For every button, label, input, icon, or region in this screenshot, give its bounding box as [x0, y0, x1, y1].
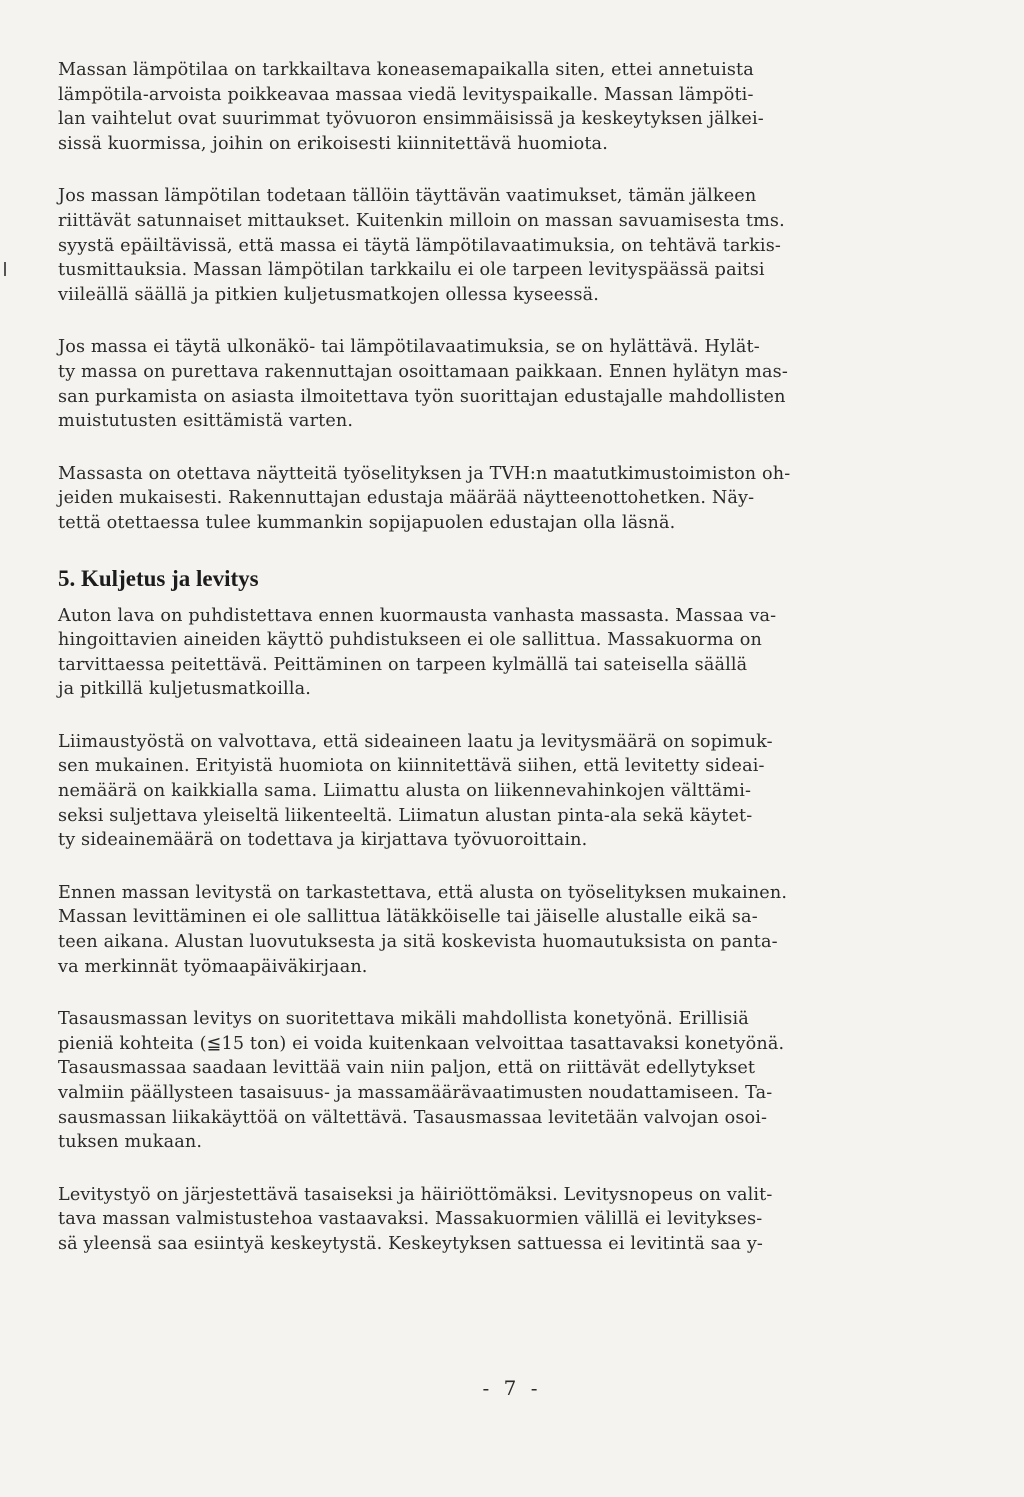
text-line: tarvittaessa peitettävä. Peittäminen on tarpeen kylmällä tai sateisella säällä: [58, 654, 748, 675]
text-line: Ennen massan levitystä on tarkastettava, että alusta on työselityksen mukainen.: [58, 882, 788, 903]
text-line: riittävät satunnaiset mittaukset. Kuitenkin milloin on massan savuamisesta tms.: [58, 210, 785, 231]
text-line: Massan levittäminen ei ole sallittua lätäkköiselle tai jäiselle alustalle eikä sa-: [58, 907, 758, 928]
text-line: Tasausmassaa saadaan levittää vain niin paljon, että on riittävät edellytykset: [58, 1058, 756, 1079]
text-line: viileällä säällä ja pitkien kuljetusmatkojen ollessa kyseessä.: [58, 284, 600, 305]
text-line: sissä kuormissa, joihin on erikoisesti kiinnitettävä huomiota.: [58, 133, 608, 154]
text-line: sen mukainen. Erityistä huomiota on kiinnitettävä siihen, että levitetty sideai-: [58, 756, 765, 777]
text-line: tusmittauksia. Massan lämpötilan tarkkailu ei ole tarpeen levityspäässä paitsi: [58, 260, 765, 281]
text-line: tava massan valmistustehoa vastaavaksi. Massakuormien välillä ei levitykses-: [58, 1209, 763, 1230]
paragraph-rejected-mass: [58, 335, 903, 433]
text-line: san purkamista on asiasta ilmoitettava työn suorittajan edustajalle mahdollisten: [58, 386, 786, 407]
text-line: ty massa on purettava rakennuttajan osoittamaan paikkaan. Ennen hylätyn mas-: [58, 361, 788, 382]
text-line: Jos massan lämpötilan todetaan tällöin täyttävän vaatimukset, tämän jälkeen: [58, 186, 757, 207]
paragraph-sampling: [58, 462, 903, 536]
paragraph-paving-work: [58, 1183, 903, 1257]
text-line: nemäärä on kaikkialla sama. Liimattu alusta on liikennevahinkojen välttämi-: [58, 781, 752, 802]
text-line: jeiden mukaisesti. Rakennuttajan edustaja määrää näytteenottohetken. Näy-: [58, 488, 755, 509]
text-line: Massasta on otettava näytteitä työselityksen ja TVH:n maatutkimustoimiston oh-: [58, 463, 791, 484]
text-line: Levitystyö on järjestettävä tasaiseksi ja häiriöttömäksi. Levitysnopeus on valit-: [58, 1184, 773, 1205]
text-line: pieniä kohteita (≦15 ton) ei voida kuitenkaan velvoittaa tasattavaksi konetyönä.: [58, 1033, 785, 1054]
text-line: valmiin päällysteen tasaisuus- ja massamäärävaatimusten noudattamiseen. Ta-: [58, 1083, 773, 1103]
section-heading: 5. Kuljetus ja levitys: [58, 565, 259, 591]
text-line: lämpötila-arvoista poikkeavaa massaa viedä levityspaikalle. Massan lämpöti-: [58, 84, 754, 105]
text-line: va merkinnät työmaapäiväkirjaan.: [58, 956, 368, 977]
text-line: Liimaustyöstä on valvottava, että sideaineen laatu ja levitysmäärä on sopimuk-: [58, 731, 773, 752]
text-line: ja pitkillä kuljetusmatkoilla.: [58, 679, 311, 700]
text-line: tettä otettaessa tulee kummankin sopijapuolen edustajan olla läsnä.: [58, 512, 676, 533]
paragraph-temperature-monitoring: [58, 58, 903, 156]
text-line: syystä epäiltävissä, että massa ei täytä lämpötilavaatimuksia, on tehtävä tarkis-: [58, 235, 781, 256]
paragraph-temperature-measurements: [58, 184, 903, 307]
text-line: sä yleensä saa esiintyä keskeytystä. Keskeytyksen sattuessa ei levitintä saa y-: [58, 1233, 764, 1254]
text-line: seksi suljettava yleiseltä liikenteeltä. Liimatun alustan pinta-ala sekä käytet-: [58, 805, 753, 826]
margin-mark: [4, 262, 6, 276]
text-line: hingoittavien aineiden käyttö puhdistukseen ei ole sallittua. Massakuorma on: [58, 630, 763, 651]
text-line: teen aikana. Alustan luovutuksesta ja sitä koskevista huomautuksista on panta-: [58, 932, 778, 953]
document-page: [58, 58, 903, 1257]
paragraph-tack-coat: [58, 730, 903, 853]
text-line: lan vaihtelut ovat suurimmat työvuoron ensimmäisissä ja keskeytyksen jälkei-: [58, 109, 764, 130]
text-line: Tasausmassan levitys on suoritettava mikäli mahdollista konetyönä. Erillisiä: [58, 1009, 749, 1030]
text-line: muistutusten esittämistä varten.: [58, 411, 354, 432]
text-line: Jos massa ei täytä ulkonäkö- tai lämpötilavaatimuksia, se on hylättävä. Hylät-: [58, 337, 760, 358]
paragraph-truck-cleaning: [58, 604, 903, 702]
text-line: Massan lämpötilaa on tarkkailtava koneasemapaikalla siten, ettei annetuista: [58, 60, 754, 80]
paragraph-levelling-mass: [58, 1007, 903, 1155]
text-line: tuksen mukaan.: [58, 1132, 203, 1153]
text-line: Auton lava on puhdistettava ennen kuormausta vanhasta massasta. Massaa va-: [58, 605, 777, 626]
text-line: ty sideainemäärä on todettava ja kirjattava työvuoroittain.: [58, 830, 588, 851]
paragraph-base-inspection: [58, 881, 903, 979]
text-line: sausmassan liikakäyttöä on vältettävä. Tasausmassaa levitetään valvojan osoi-: [58, 1107, 768, 1128]
page-number: - 7 -: [482, 1376, 542, 1400]
